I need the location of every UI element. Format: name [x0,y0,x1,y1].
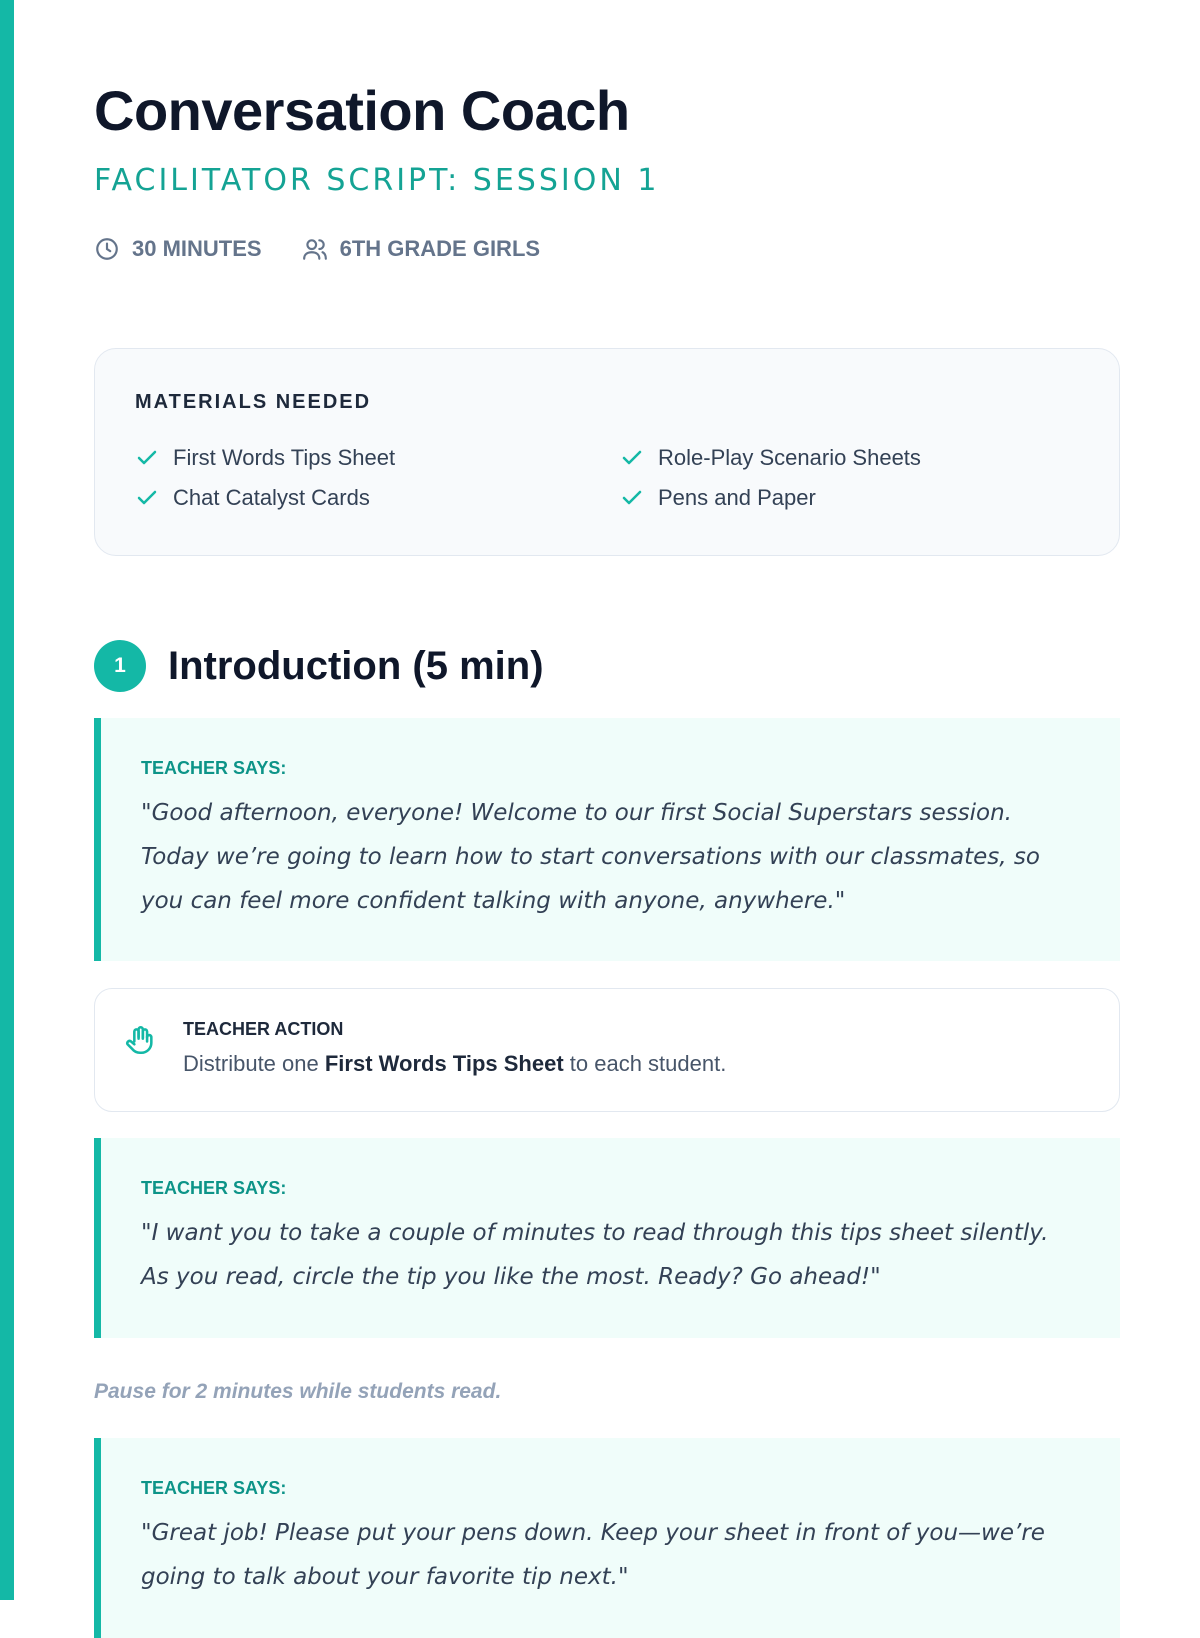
section-heading [94,640,544,692]
clock-icon [94,236,120,262]
duration-label: 30 MINUTES [132,236,262,261]
teacher-says-block [94,1438,1120,1638]
pause-note: Pause for 2 minutes while students read. [94,1380,502,1403]
teacher-says-block [94,1138,1120,1338]
teacher-says-block [94,718,1120,961]
teacher-says-quote: "Good afternoon, everyone! Welcome to our first Social Superstars session. Today we’re going to learn how to start conversations with our classmates, so you can feel more confident talking with anyone, anywhere." [141,800,1040,914]
users-icon [302,236,328,262]
teacher-action-text: Distribute one First Words Tips Sheet to each student. [183,1051,727,1076]
check-icon [135,446,159,470]
session-meta [94,236,540,262]
check-icon [620,446,644,470]
teacher-says-label: TEACHER SAYS: [141,758,287,778]
teacher-says-label: TEACHER SAYS: [141,1178,287,1198]
section-title: Introduction (5 min) [168,643,544,688]
section-number-badge: 1 [94,640,146,692]
accent-bar [0,0,14,1600]
check-icon [135,486,159,510]
page-subtitle: FACILITATOR SCRIPT: SESSION 1 [94,163,660,198]
teacher-action-label: TEACHER ACTION [183,1019,344,1039]
materials-card [94,348,1120,556]
duration-meta [94,236,262,262]
material-item: Chat Catalyst Cards [135,485,370,511]
teacher-says-label: TEACHER SAYS: [141,1478,287,1498]
material-item: Role-Play Scenario Sheets [620,445,921,471]
material-item: Pens and Paper [620,485,816,511]
teacher-says-quote: "I want you to take a couple of minutes to read through this tips sheet silently. As you read, circle the tip you like the most. Ready? Go ahead!" [141,1220,1049,1290]
hand-icon [123,1023,157,1057]
teacher-action-card [94,988,1120,1112]
material-item: First Words Tips Sheet [135,445,395,471]
audience-label: 6TH GRADE GIRLS [339,236,541,261]
materials-heading: MATERIALS NEEDED [135,391,372,413]
teacher-says-quote: "Great job! Please put your pens down. Keep your sheet in front of you—we’re going to talk about your favorite tip next." [141,1520,1045,1590]
page-title: Conversation Coach [94,79,630,142]
check-icon [620,486,644,510]
audience-meta [302,236,540,262]
